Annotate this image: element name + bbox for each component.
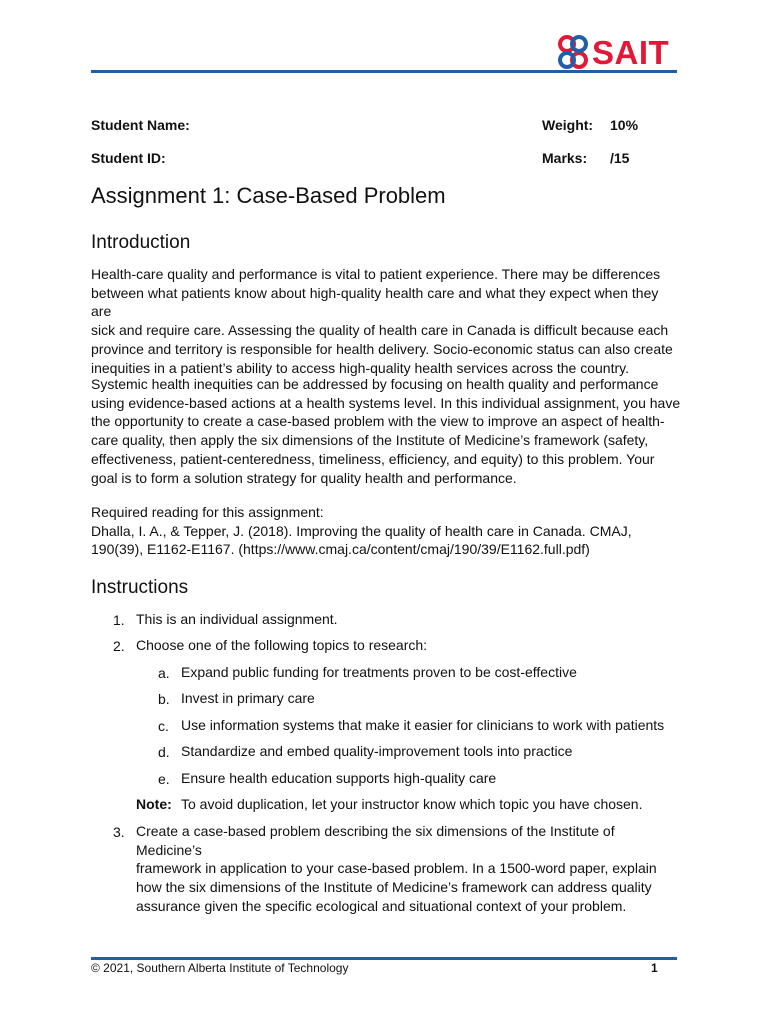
- weight-label: Weight:: [542, 117, 594, 133]
- sait-knot-icon: [556, 34, 590, 70]
- marks-label: Marks:: [542, 150, 588, 166]
- header-rule: [91, 70, 677, 73]
- text-line: Systemic health inequities can be addressed by focusing on health quality and performance: [91, 376, 659, 392]
- citation-line: Dhalla, I. A., & Tepper, J. (2018). Improving the quality of health care in Canada. CMAJ,: [91, 522, 632, 539]
- weight-value: 10%: [610, 117, 639, 133]
- text-line: assurance given the specific ecological and situational context of your problem.: [136, 897, 627, 914]
- text-line: goal is to form a solution strategy for quality health and performance.: [91, 469, 517, 486]
- footer-rule: [91, 957, 677, 960]
- note-label: Note:: [136, 796, 172, 812]
- text-line: inequities in a patient’s ability to access high-quality health services across the country.: [91, 359, 629, 376]
- student-name-label: Student Name:: [91, 117, 190, 133]
- text-line: sick and require care. Assessing the quality of health care in Canada is difficult because each: [91, 322, 669, 339]
- text-line: framework in application to your case-based problem. In a 1500-word paper, explain: [136, 860, 657, 877]
- instruction-item-1: This is an individual assignment.: [136, 611, 338, 627]
- topic-item: Ensure health education supports high-quality care: [181, 770, 497, 786]
- text-line: care quality, then apply the six dimensions of the Institute of Medicine’s framework (safety,: [91, 432, 649, 449]
- topic-letter: d.: [158, 744, 170, 760]
- topic-item: Standardize and embed quality-improvement tools into practice: [181, 743, 573, 759]
- intro-paragraph-1: [91, 265, 681, 377]
- text-line: between what patients know about high-quality health care and what they expect when they are: [91, 284, 659, 320]
- intro-paragraph-2: [91, 375, 681, 487]
- list-number: 3.: [113, 824, 125, 840]
- sait-logo: [556, 34, 669, 70]
- introduction-heading: Introduction: [91, 232, 191, 253]
- instruction-item-2: Choose one of the following topics to research:: [136, 637, 428, 653]
- marks-value: /15: [610, 150, 630, 166]
- instruction-item-3: [136, 822, 681, 916]
- citation-link-line[interactable]: 190(39), E1162-E1167. (https://www.cmaj.ca/content/cmaj/190/39/E1162.full.pdf): [91, 541, 590, 558]
- topic-letter: b.: [158, 691, 170, 707]
- topic-letter: c.: [158, 718, 169, 734]
- topic-letter: a.: [158, 665, 170, 681]
- text-line: Required reading for this assignment:: [91, 504, 324, 520]
- sait-logo-text: SAIT: [592, 33, 670, 71]
- student-id-label: Student ID:: [91, 150, 166, 166]
- text-line: how the six dimensions of the Institute of Medicine’s framework can address quality: [136, 879, 652, 896]
- list-number: 1.: [113, 612, 125, 628]
- required-reading: [91, 503, 681, 559]
- text-line: the opportunity to create a case-based problem with the view to improve an aspect of health-: [91, 413, 665, 430]
- note-text: To avoid duplication, let your instructor know which topic you have chosen.: [181, 796, 643, 812]
- text-line: effectiveness, patient-centeredness, timeliness, efficiency, and equity) to this problem. Your: [91, 450, 655, 467]
- footer-copyright: © 2021, Southern Alberta Institute of Technology: [91, 961, 349, 975]
- text-line: Create a case-based problem describing the six dimensions of the Institute of Medicine’s: [136, 823, 615, 858]
- instructions-heading: Instructions: [91, 577, 189, 598]
- topic-letter: e.: [158, 771, 170, 787]
- page-title: Assignment 1: Case-Based Problem: [91, 183, 446, 208]
- page-number: 1: [651, 961, 658, 975]
- topic-item: Expand public funding for treatments proven to be cost-effective: [181, 664, 577, 680]
- text-line: province and territory is responsible for health delivery. Socio-economic status can also create: [91, 340, 673, 357]
- topic-item: Invest in primary care: [181, 690, 315, 706]
- text-line: using evidence-based actions at a health systems level. In this individual assignment, you have: [91, 394, 681, 411]
- list-number: 2.: [113, 638, 125, 654]
- text-line: Health-care quality and performance is vital to patient experience. There may be differences: [91, 266, 661, 282]
- topic-item: Use information systems that make it easier for clinicians to work with patients: [181, 717, 665, 733]
